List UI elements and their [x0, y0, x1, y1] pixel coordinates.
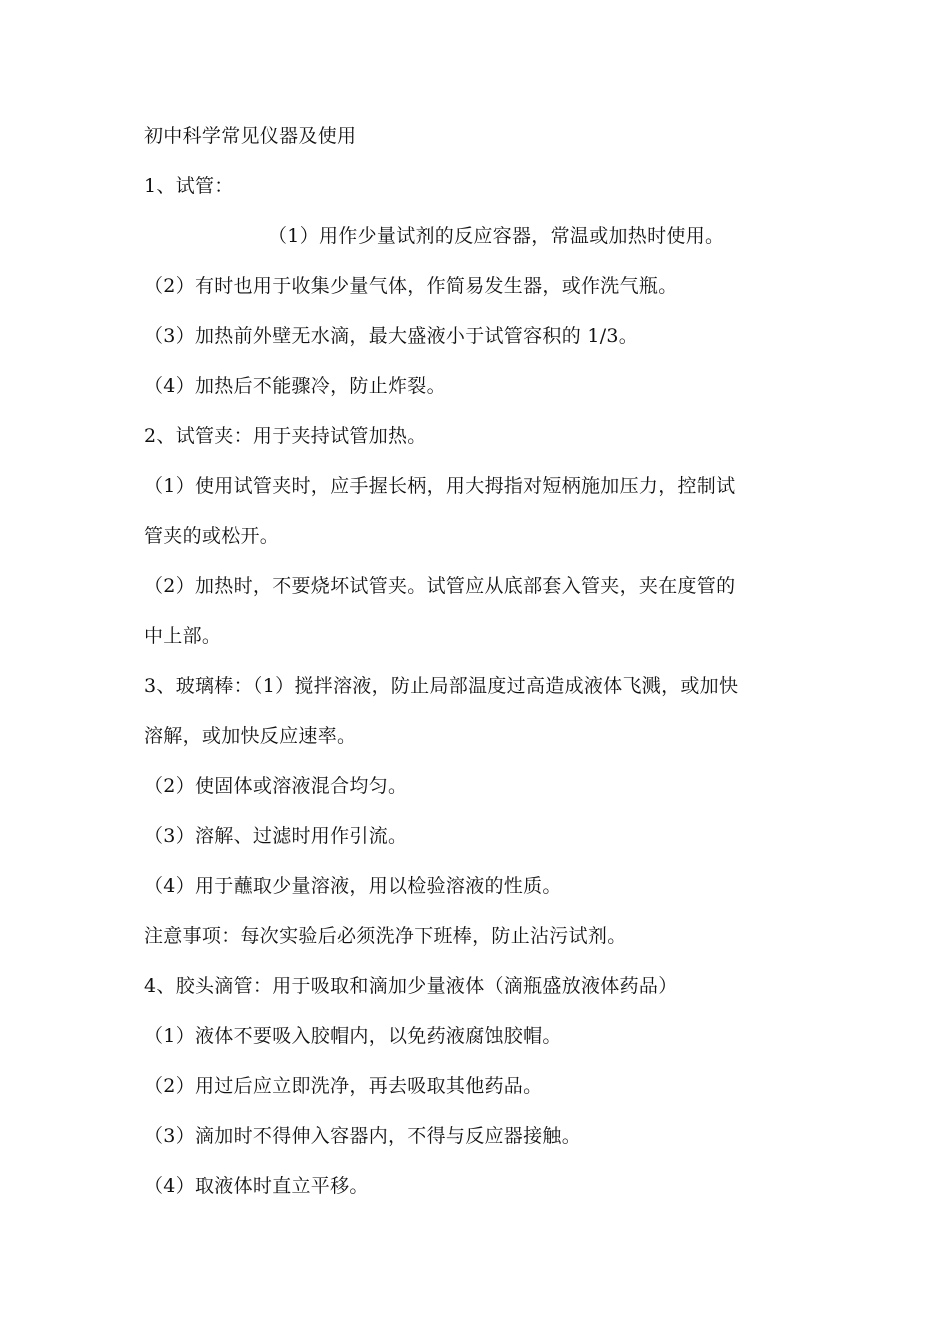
paragraph-line: 管夹的或松开。 — [144, 525, 280, 547]
paragraph-line: 中上部。 — [144, 625, 222, 647]
paragraph-line: （4）取液体时直立平移。 — [144, 1175, 369, 1197]
section-2-heading: 2、试管夹：用于夹持试管加热。 — [144, 425, 427, 447]
note-line: 注意事项：每次实验后必须洗净下班棒，防止沾污试剂。 — [144, 925, 627, 947]
paragraph-line: （2）加热时，不要烧坏试管夹。试管应从底部套入管夹，夹在度管的 — [144, 575, 736, 597]
paragraph-line: （1）液体不要吸入胶帽内，以免药液腐蚀胶帽。 — [144, 1025, 562, 1047]
paragraph-line: （3）滴加时不得伸入容器内，不得与反应器接触。 — [144, 1125, 581, 1147]
section-1-heading: 1、试管： — [144, 175, 234, 197]
paragraph-line: （4）加热后不能骤冷，防止炸裂。 — [144, 375, 446, 397]
paragraph-line: （3）加热前外壁无水滴，最大盛液小于试管容积的 1/3。 — [144, 325, 639, 347]
section-3-heading: 3、玻璃棒：（1）搅拌溶液，防止局部温度过高造成液体飞溅，或加快 — [144, 675, 739, 697]
paragraph-line: （1）使用试管夹时，应手握长柄，用大拇指对短柄施加压力，控制试 — [144, 475, 736, 497]
paragraph-line: （3）溶解、过滤时用作引流。 — [144, 825, 408, 847]
paragraph-line: （2）有时也用于收集少量气体，作简易发生器，或作洗气瓶。 — [144, 275, 678, 297]
paragraph-line: （1）用作少量试剂的反应容器，常温或加热时使用。 — [268, 225, 725, 247]
paragraph-line: （2）用过后应立即洗净，再去吸取其他药品。 — [144, 1075, 543, 1097]
paragraph-line: （4）用于蘸取少量溶液，用以检验溶液的性质。 — [144, 875, 562, 897]
paragraph-line: 溶解，或加快反应速率。 — [144, 725, 357, 747]
paragraph-line: （2）使固体或溶液混合均匀。 — [144, 775, 408, 797]
section-4-heading: 4、胶头滴管：用于吸取和滴加少量液体（滴瓶盛放液体药品） — [144, 975, 678, 997]
document-title: 初中科学常见仪器及使用 — [144, 125, 357, 147]
